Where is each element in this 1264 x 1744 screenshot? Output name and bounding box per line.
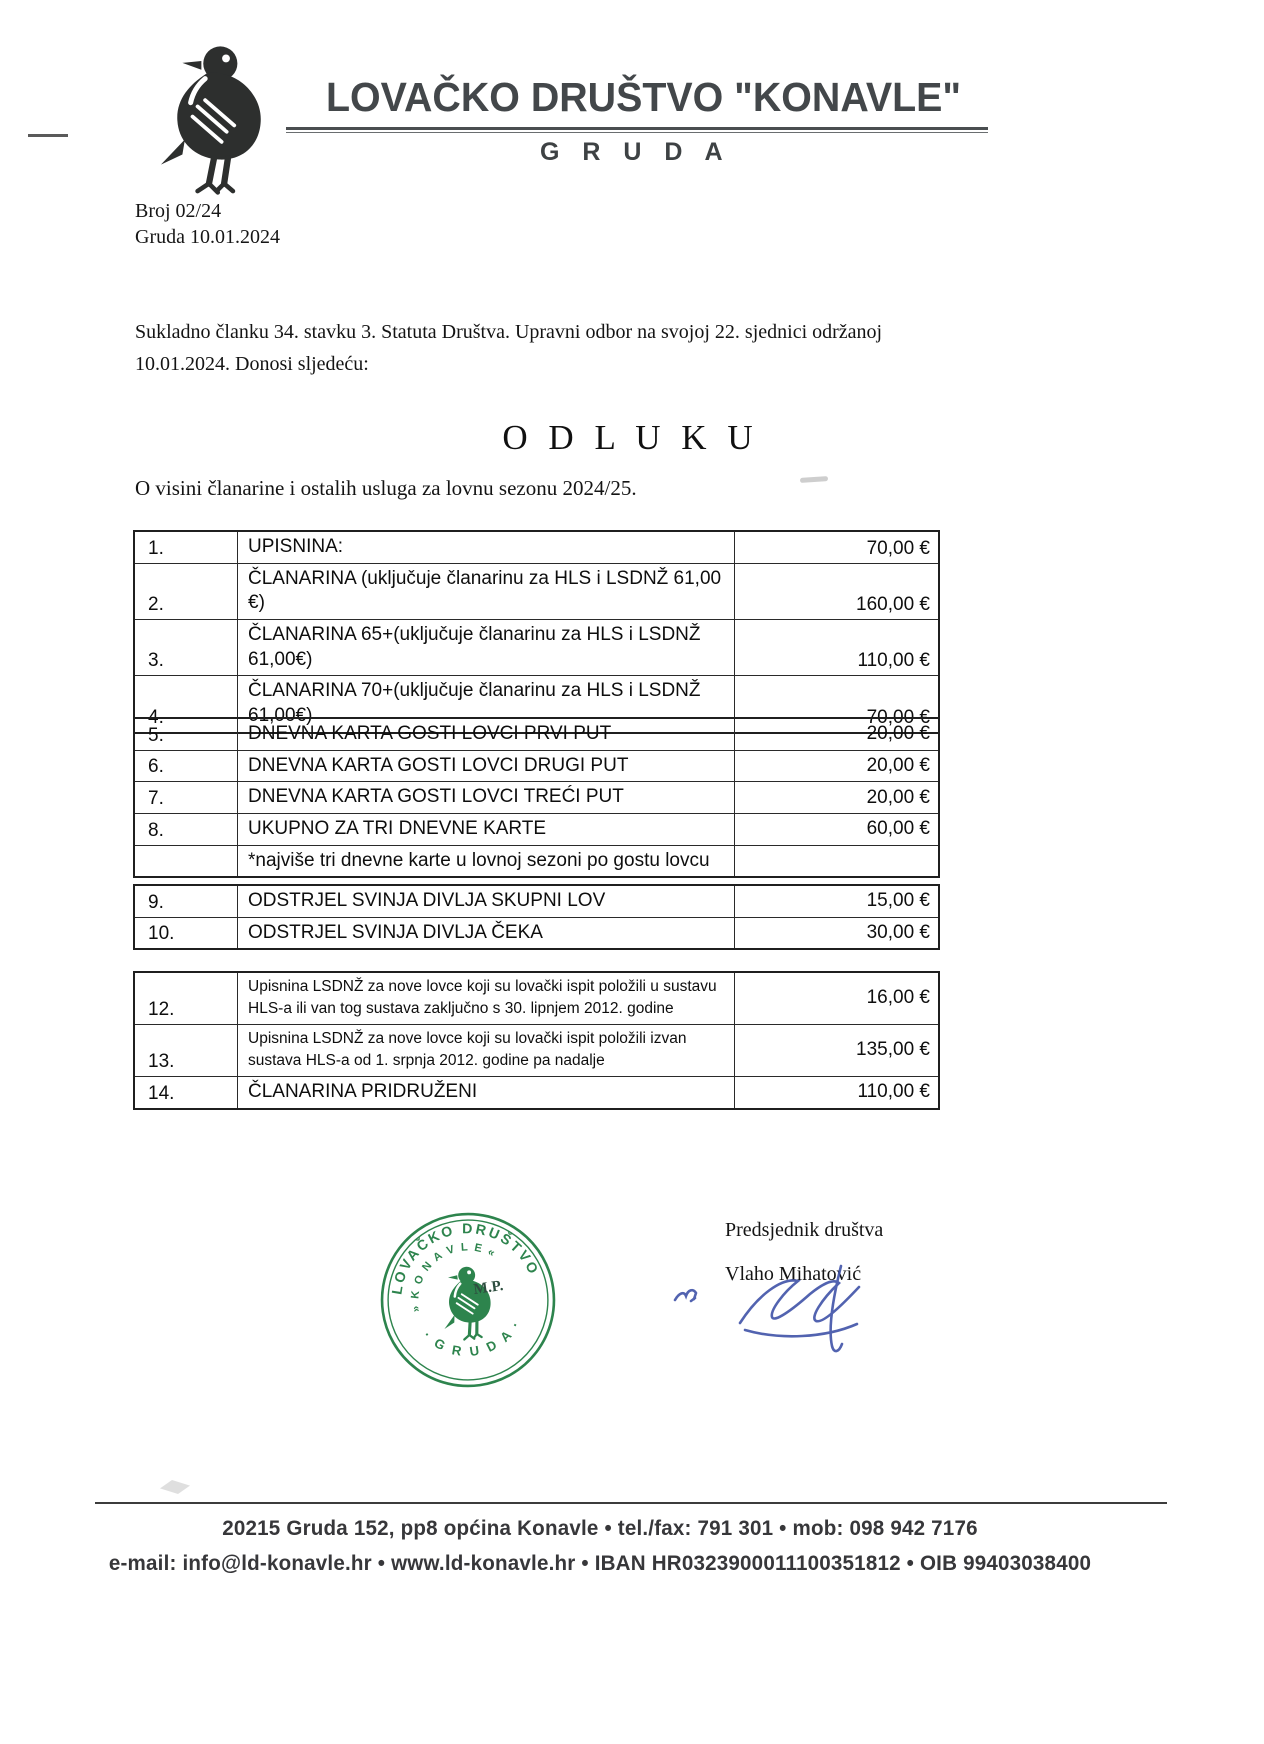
row-number: 8. [135, 814, 238, 845]
row-number: 1. [135, 532, 238, 563]
scan-smudge [160, 1480, 190, 1494]
row-number: 7. [135, 782, 238, 813]
fee-table-day-cards [133, 717, 940, 878]
row-amount: 15,00 € [866, 890, 930, 912]
row-amount: 70,00 € [866, 537, 930, 559]
stamp-inner-text: » K O N A V L E « [409, 1241, 498, 1313]
stamp-mp-text: M.P. [472, 1276, 505, 1298]
row-description: UPISNINA: [238, 532, 735, 563]
document-number: Broj 02/24 [135, 200, 222, 222]
row-number: 6. [135, 751, 238, 782]
hunting-society-bird-logo-icon [138, 42, 290, 200]
footer-divider [95, 1502, 1167, 1504]
row-description: *najviše tri dnevne karte u lovnoj sezoni po gostu lovcu [238, 846, 735, 877]
row-description: ODSTRJEL SVINJA DIVLJA ČEKA [238, 918, 735, 949]
row-description: UKUPNO ZA TRI DNEVNE KARTE [238, 814, 735, 845]
stamp-bottom-text: · G R U D A · [420, 1316, 525, 1360]
document-date: Gruda 10.01.2024 [135, 226, 280, 248]
row-amount: 20,00 € [866, 723, 930, 745]
row-description: Upisnina LSDNŽ za nove lovce koji su lovački ispit položili u sustavu HLS-a ili van tog sustava zaključno s 30. lipnjem 2012. godine [238, 973, 735, 1024]
handwritten-signature [645, 1248, 905, 1368]
row-amount: 135,00 € [856, 1039, 930, 1061]
title-underline-thin [286, 132, 988, 133]
society-stamp [366, 1198, 569, 1401]
table-row [135, 750, 938, 782]
title-underline [286, 127, 988, 130]
row-number: 14. [135, 1077, 238, 1108]
row-description: ČLANARINA PRIDRUŽENI [238, 1077, 735, 1108]
footer-contact-line: e-mail: info@ld-konavle.hr • www.ld-konavle.hr • IBAN HR0323900011100351812 • OIB 99403038400 [108, 1551, 1092, 1575]
fee-table-membership [133, 530, 940, 734]
footer-address-line: 20215 Gruda 152, pp8 općina Konavle • tel./fax: 791 301 • mob: 098 942 7176 [222, 1517, 978, 1540]
row-amount [735, 846, 938, 877]
row-number: 9. [135, 886, 238, 917]
table-row [135, 845, 938, 877]
row-number: 10. [135, 918, 238, 949]
intro-paragraph: Sukladno članku 34. stavku 3. Statuta Društva. Upravni odbor na svojoj 22. sjednici održanoj 10.01.2024. Donosi sljedeću: [135, 321, 883, 375]
row-amount: 160,00 € [856, 594, 930, 616]
row-number: 5. [135, 719, 238, 750]
document-meta [135, 198, 280, 250]
row-description: DNEVNA KARTA GOSTI LOVCI DRUGI PUT [238, 751, 735, 782]
row-amount: 20,00 € [866, 755, 930, 777]
row-amount: 110,00 € [857, 1081, 930, 1103]
table-row [135, 619, 938, 675]
row-number: 3. [135, 620, 238, 675]
table-row [135, 917, 938, 949]
row-number: 13. [135, 1025, 238, 1076]
row-description: DNEVNA KARTA GOSTI LOVCI TREĆI PUT [238, 782, 735, 813]
decision-subtitle: O visini članarine i ostalih usluga za lovnu sezonu 2024/25. [135, 476, 637, 500]
row-amount: 110,00 € [857, 650, 930, 672]
table-row [135, 563, 938, 619]
row-amount: 70,00 € [866, 706, 930, 728]
scan-margin-dash [28, 134, 68, 137]
row-description: ČLANARINA (uključuje članarinu za HLS i LSDNŽ 61,00 €) [238, 564, 735, 619]
row-amount: 20,00 € [866, 786, 930, 808]
signer-role: Predsjednik društva [725, 1219, 884, 1241]
table-row [135, 719, 938, 750]
row-description: ČLANARINA 65+(uključuje članarinu za HLS i LSDNŽ 61,00€) [238, 620, 735, 675]
row-amount: 60,00 € [866, 818, 930, 840]
table-row [135, 813, 938, 845]
fee-table-lsdnz [133, 971, 940, 1110]
stamp-top-text: LOVAČKO DRUŠTVO [388, 1220, 543, 1296]
decision-title: O D L U K U [502, 418, 758, 457]
row-number: 4. [135, 676, 238, 731]
footer [41, 1512, 1158, 1581]
row-amount: 16,00 € [866, 987, 930, 1009]
table-row [135, 781, 938, 813]
table-row [135, 1024, 938, 1076]
row-amount: 30,00 € [866, 922, 930, 944]
scan-artifact [800, 476, 828, 483]
row-number [135, 846, 238, 877]
row-description: ČLANARINA 70+(uključuje članarinu za HLS i LSDNŽ 61,00€) [238, 676, 735, 731]
stamp-bird-icon [436, 1264, 495, 1343]
fee-table-boar-hunt [133, 884, 940, 950]
row-description: ODSTRJEL SVINJA DIVLJA SKUPNI LOV [238, 886, 735, 917]
organization-title: LOVAČKO DRUŠTVO "KONAVLE" [326, 74, 962, 120]
row-number: 12. [135, 973, 238, 1024]
row-number: 2. [135, 564, 238, 619]
signer-name: Vlaho Mihatović [725, 1263, 862, 1285]
organization-location: G R U D A [540, 138, 731, 166]
row-description: DNEVNA KARTA GOSTI LOVCI PRVI PUT [238, 719, 735, 750]
table-row [135, 532, 938, 563]
table-row [135, 886, 938, 917]
table-row [135, 1076, 938, 1108]
row-description: Upisnina LSDNŽ za nove lovce koji su lovački ispit položili izvan sustava HLS-a od 1. srpnja 2012. godine pa nadalje [238, 1025, 735, 1076]
table-row [135, 973, 938, 1024]
